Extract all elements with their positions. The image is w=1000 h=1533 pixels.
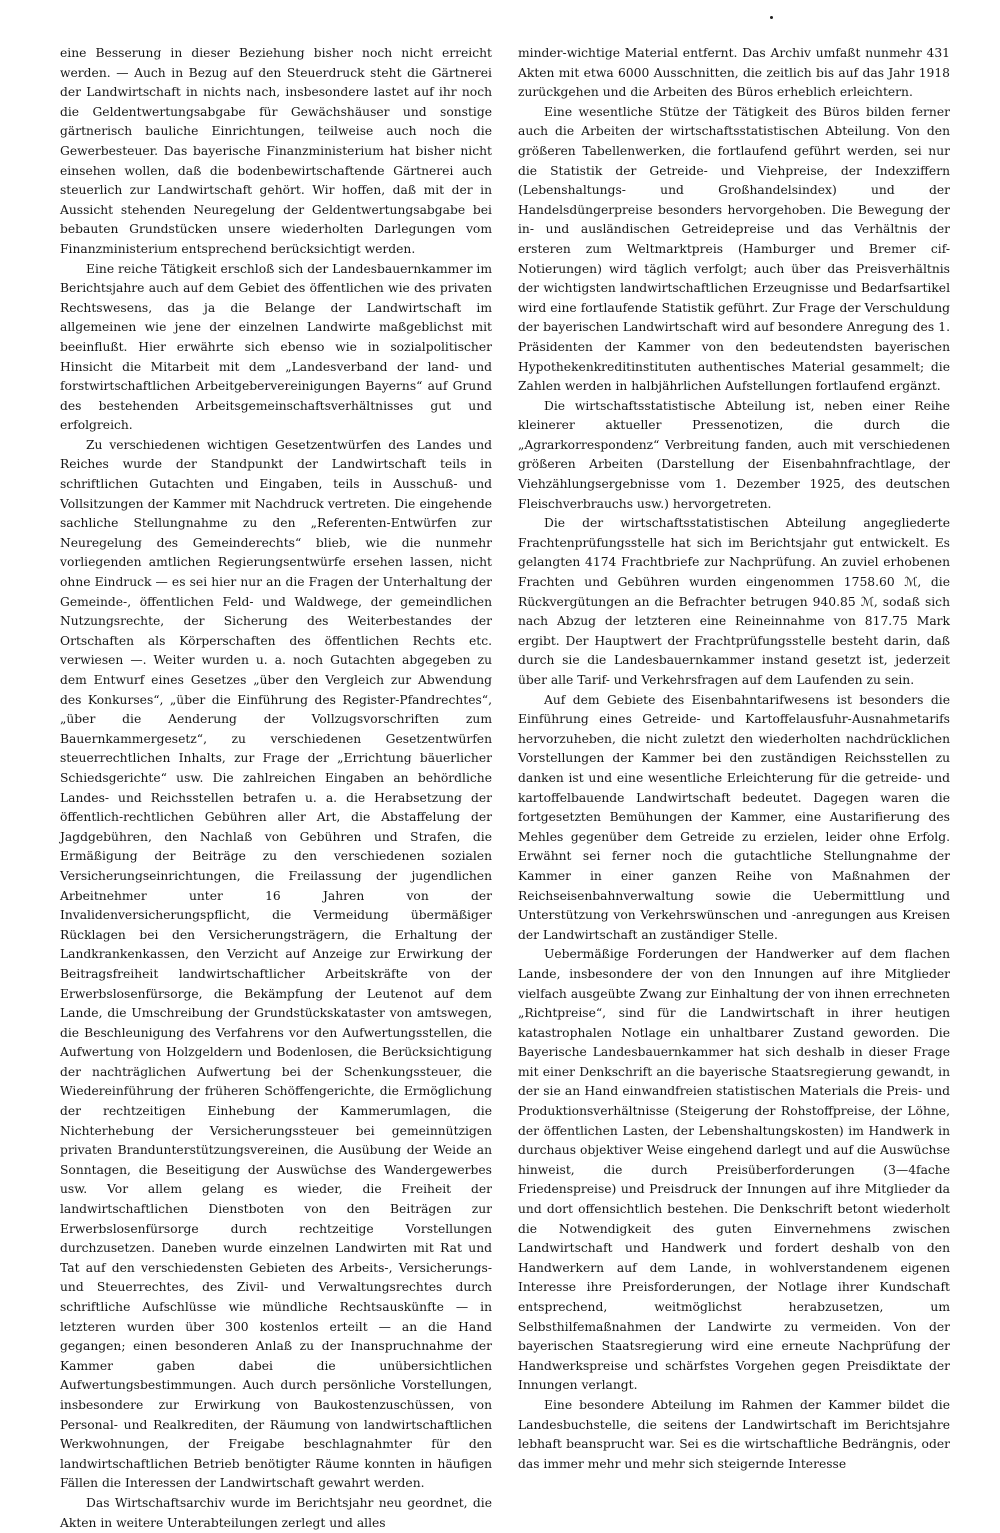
paragraph-statistics-department: Eine wesentliche Stütze der Tätigkeit des Büros bilden ferner auch die Arbeiten der wirtschaftsstatistischen Abteilung. Von den größeren Tabellenwerken, die fortlaufend geführt werden, sei nur die Statistik der Getreide- und Viehpreise, der Indexziffern (Lebenshaltungs- und Großhandelsindex) und der Handelsdüngerpreise besonders hervorgehoben. Die Bewegung der in- und ausländischen Getreidepreise und das Verhältnis der ersteren zum Weltmarktpreis (Hamburger und Bremer cif-Notierungen) wird täglich verfolgt; auch über das Preisverhältnis der wichtigsten landwirtschaftlichen Erzeugnisse und Bedarfsartikel wird eine fortlaufende Statistik geführt. Zur Frage der Verschuldung der bayerischen Landwirtschaft wird auf besondere Anregung des 1. Präsidenten der Kammer von den bedeutendsten bayerischen Hypothekenkreditinstituten authentisches Material gesammelt; die Zahlen werden in halbjährlichen Aufstellungen fortlaufend ergänzt. bbox=[518, 104, 950, 394]
paragraph-legal-affairs: Eine reiche Tätigkeit erschloß sich der Landesbauernkammer im Berichtsjahre auch auf dem Gebiet des öffentlichen wie des privaten Rechtswesens, das ja die Belange der Landwirtschaft im allgemeinen wie jene der einzelnen Landwirte maßgeblichst mit beeinflußt. Hier erwährte sich ebenso wie in sozialpolitischer Hinsicht die Mitarbeit mit dem „Landesverband der land- und forstwirtschaftlichen Arbeitgebervereinigungen Bayerns“ auf Grund des bestehenden Arbeitsgemeinschaftsverhältnisses gut und erfolgreich. bbox=[60, 261, 492, 433]
paragraph-accounting-office: Eine besondere Abteilung im Rahmen der Kammer bildet die Landesbuchstelle, die seitens der Landwirtschaft im Berichtsjahre lebhaft beansprucht war. Sei es die wirtschaftliche Bedrängnis, oder das immer mehr und mehr sich steigernde Interesse bbox=[518, 1397, 950, 1471]
paragraph-archive-continued: minder-wichtige Material entfernt. Das Archiv umfaßt nunmehr 431 Akten mit etwa 6000 Ausschnitten, die zeitlich bis auf das Jahr 1918 zurückgehen und die Arbeiten des Büros erheblich erleichtern. bbox=[518, 46, 950, 100]
paragraph-freight-audit: Die der wirtschaftsstatistischen Abteilung angegliederte Frachtenprüfungsstelle hat sich im Berichtsjahr gut entwickelt. Es gelangten 4174 Frachtbriefe zur Nachprüfung. An zuviel erhobenen Frachten und Gebühren wurden eingenommen 1758.60 ℳ, die Rückvergütungen an die Befrachter betrugen 940.85 ℳ, sodaß sich nach Abzug der letzteren eine Reineinnahme von 817.75 Mark ergibt. Der Hauptwert der Frachtprüfungsstelle besteht darin, daß durch sie die Landesbauernkammer instand gesetzt ist, jederzeit über alle Tarif- und Verkehrsfragen auf dem Laufenden zu sein. bbox=[518, 516, 950, 687]
print-speck bbox=[770, 16, 773, 19]
paragraph-draft-laws: Zu verschiedenen wichtigen Gesetzentwürfen des Landes und Reiches wurde der Standpunkt der Landwirtschaft teils in schriftlichen Gutachten und Eingaben, teils in Ausschuß- und Vollsitzungen der Kammer mit Nachdruck vertreten. Die eingehende sachliche Stellungnahme zu den „Referenten-Entwürfen zur Neuregelung des Gemeinderechts“ blieb, wie die nunmehr vorliegenden amtlichen Regierungsentwürfe ersehen lassen, nicht ohne Eindruck — es sei hier nur an die Fragen der Unterhaltung der Gemeinde-, öffentlichen Feld- und Waldwege, der gemeindlichen Nutzungsrechte, der Sicherung des Weiterbestandes der Ortschaften als Körperschaften des öffentlichen Rechts etc. verwiesen —. Weiter wurden u. a. noch Gutachten abgegeben zu dem Entwurf eines Gesetzes „über den Vergleich zur Abwendung des Konkurses“, „über die Einführung des Register-Pfandrechtes“, „über die Aenderung der Vollzugsvorschriften zum Bauernkammergesetz“, zu verschiedenen Gesetzentwürfen steuerrechtlichen Inhalts, zur Frage der „Errichtung bäuerlicher Schiedsgerichte“ usw. Die zahlreichen Eingaben an behördliche Landes- und Reichsstellen betrafen u. a. die Herabsetzung der öffentlich-rechtlichen Gebühren aller Art, die Abstaffelung der Jagdgebühren, den Nachlaß von Gebühren und Strafen, die Ermäßigung der Beiträge zu den verschiedenen sozialen Versicherungseinrichtungen, die Freilassung der jugendlichen Arbeitnehmer unter 16 Jahren von der Invalidenversicherungspflicht, die Vermeidung übermäßiger Rücklagen bei den Versicherungsträgern, die Erhaltung der Landkrankenkassen, den Verzicht auf Anzeige zur Erwirkung der Beitragsfreiheit landwirtschaftlicher Arbeitskräfte von der Erwerbslosenfürsorge, die Bekämpfung der Leutenot auf dem Lande, die Umschreibung der Grundstückskataster von amtswegen, die Beschleunigung des Verfahrens vor den Aufwertungsstellen, die Aufwertung von Holzgeldern und Bodenlosen, die Berücksichtigung der nachträglichen Aufwertung bei der Schenkungssteuer, die Wiedereinführung der früheren Schöffengerichte, die Ermöglichung der rechtzeitigen Einhebung der Kammerumlagen, die Nichterhebung der Versicherungssteuer bei gemeinnützigen privaten Brandunterstützungsvereinen, die Ausübung der Weide an Sonntagen, die Beseitigung der Auswüchse des Wandergewerbes usw. Vor allem gelang es wieder, die Freiheit der landwirtschaftlichen Dienstboten von den Beiträgen zur Erwerbslosenfürsorge durch rechtzeitige Vorstellungen durchzusetzen. Daneben wurde einzelnen Landwirten mit Rat und Tat auf den verschiedensten Gebieten des Arbeits-, Versicherungs- und Steuerrechtes, des Zivil- und Verwaltungsrechtes durch schriftliche Aufschlüsse wie mündliche Rechtsauskünfte — in letzteren wurden über 300 kostenlos erteilt — an die Hand gegangen; einen besonderen Anlaß zu der Inanspruchnahme der Kammer gaben dabei die unübersichtlichen Aufwertungsbestimmungen. Auch durch persönliche Vorstellungen, insbesondere zur Erwirkung von Baukostenzuschüssen, von Personal- und Realkrediten, der Räumung von landwirtschaftlichen Werkwohnungen, der Freigabe beschlagnahmter für den landwirtschaftlichen Betrieb benötigter Räume konnten in häufigen Fällen die Interessen der Landwirtschaft gewahrt werden. bbox=[60, 437, 492, 1491]
left-column bbox=[60, 44, 492, 1530]
paragraph-craftsmen-prices: Uebermäßige Forderungen der Handwerker auf dem flachen Lande, insbesondere der von den Innungen auf ihre Mitglieder vielfach ausgeübte Zwang zur Einhaltung der von ihnen errechneten „Richtpreise“, sind für die Landwirtschaft in ihrer heutigen katastrophalen Notlage ein unhaltbarer Zustand geworden. Die Bayerische Landesbauernkammer hat sich deshalb in dieser Frage mit einer Denkschrift an die bayerische Staatsregierung gewandt, in der sie an Hand einwandfreien statistischen Materials die Preis- und Produktionsverhältnisse (Steigerung der Rohstoffpreise, der Löhne, der öffentlichen Lasten, der Lebenshaltungskosten) im Handwerk in durchaus objektiver Weise eingehend darlegt und auf die Auswüchse hinweist, die durch Preisüberforderungen (3—4fache Friedenspreise) und Preisdruck der Innungen auf ihre Mitglieder da und dort offensichtlich bestehen. Die Denkschrift betont wiederholt die Notwendigkeit des guten Einvernehmens zwischen Landwirtschaft und Handwerk und fordert deshalb von den Handwerkern auf dem Lande, in wohlverstandenem eigenen Interesse ihre Preisforderungen, der Notlage ihrer Kundschaft entsprechend, weitmöglichst herabzusetzen, um Selbsthilfemaßnahmen der Landwirte zu vermeiden. Von der bayerischen Staatsregierung wird eine erneute Nachprüfung der Handwerkspreise und schärfstes Vorgehen gegen Preisdiktate der Innungen verlangt. bbox=[518, 947, 950, 1393]
paragraph-economic-archive: Das Wirtschaftsarchiv wurde im Berichtsjahr neu geordnet, die Akten in weitere Unterabteilungen zerlegt und alles bbox=[60, 1495, 492, 1530]
document-page bbox=[60, 44, 950, 1530]
paragraph-press-notices: Die wirtschaftsstatistische Abteilung ist, neben einer Reihe kleinerer aktueller Pressenotizen, die durch die „Agrarkorrespondenz“ Verbreitung fanden, auch mit verschiedenen größeren Arbeiten (Darstellung der Eisenbahnfrachtlage, der Viehzählungsergebnisse vom 1. Dezember 1925, des deutschen Fleischverbrauchs usw.) hervorgetreten. bbox=[518, 398, 950, 511]
paragraph-railway-tariffs: Auf dem Gebiete des Eisenbahntarifwesens ist besonders die Einführung eines Getreide- und Kartoffelausfuhr-Ausnahmetarifs hervorzuheben, die nicht zuletzt den wiederholten nachdrücklichen Vorstellungen der Kammer bei den zuständigen Reichsstellen zu danken ist und eine wesentliche Erleichterung für die getreide- und kartoffelbauende Landwirtschaft bedeutet. Dagegen waren die fortgesetzten Bemühungen der Kammer, eine Austarifierung des Mehles gegenüber dem Getreide zu erzielen, leider ohne Erfolg. Erwähnt sei ferner noch die gutachtliche Stellungnahme der Kammer in einer ganzen Reihe von Maßnahmen der Reichseisenbahnverwaltung sowie die Uebermittlung und Unterstützung von Verkehrswünschen und -anregungen aus Kreisen der Landwirtschaft an zuständiger Stelle. bbox=[518, 692, 950, 942]
right-column bbox=[518, 44, 950, 1471]
paragraph-horticulture-tax: eine Besserung in dieser Beziehung bisher noch nicht erreicht werden. — Auch in Bezug auf den Steuerdruck steht die Gärtnerei der Landwirtschaft in nichts nach, insbesondere lastet auf ihr noch die Geldentwertungsabgabe für Gewächshäuser und sonstige gärtnerisch bauliche Einrichtungen, teilweise auch noch die Gewerbesteuer. Das bayerische Finanzministerium hat bisher nicht einsehen wollen, daß die bodenbewirtschaftende Gärtnerei auch steuerlich zur Landwirtschaft gehört. Wir hoffen, daß mit der in Aussicht stehenden Neuregelung der Geldentwertungsabgabe bei bebauten Grundstücken unsere wiederholten Darlegungen vom Finanzministerium entsprechend berücksichtigt werden. bbox=[60, 46, 492, 256]
